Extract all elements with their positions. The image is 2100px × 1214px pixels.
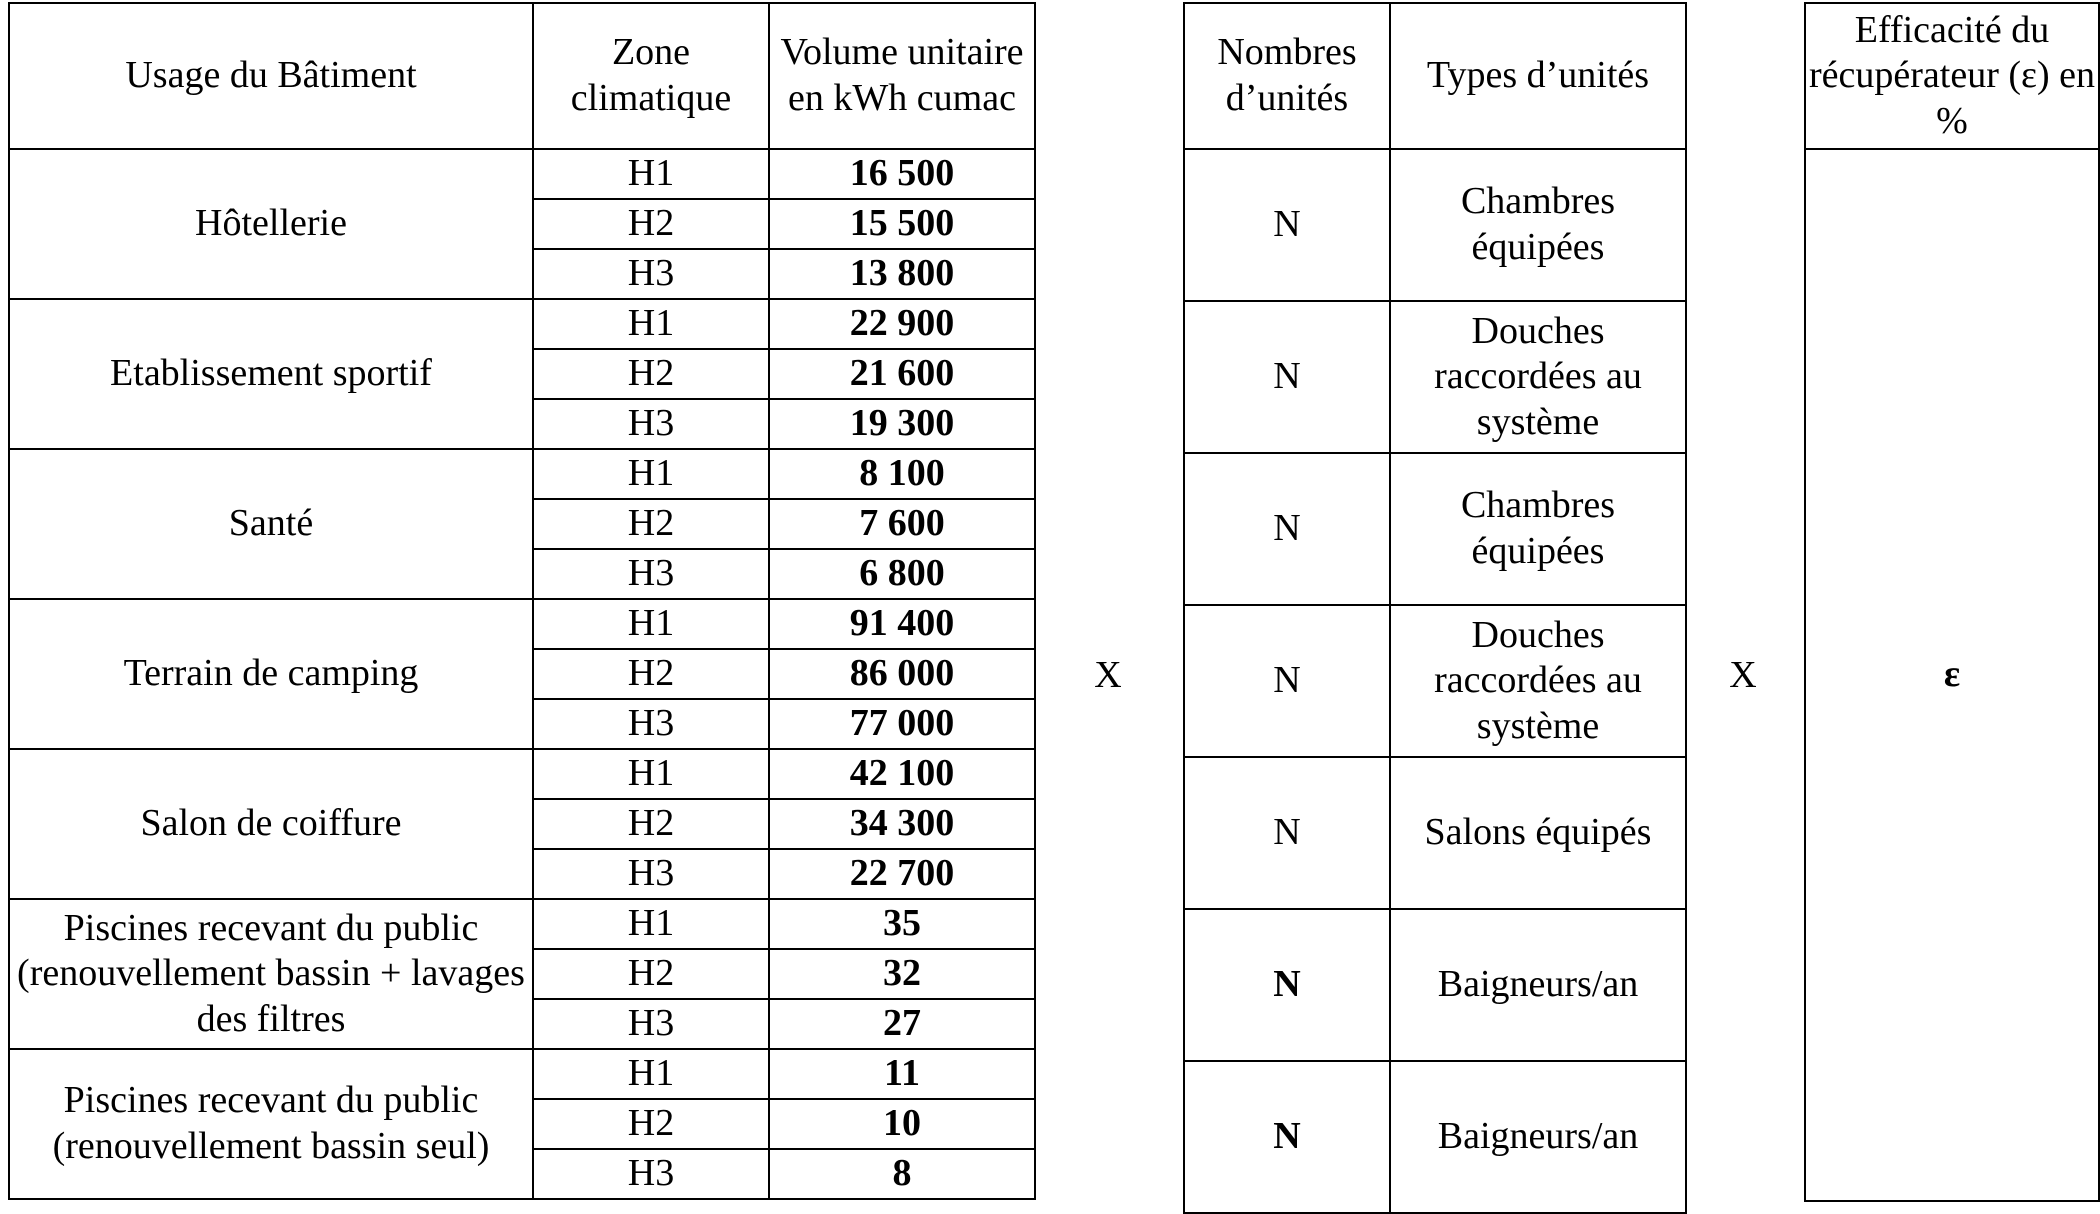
- volume-cell: 10: [769, 1099, 1035, 1149]
- units-table: [1183, 2, 1687, 1214]
- header-unit-count: Nombres d’unités: [1184, 3, 1390, 149]
- unit-type-cell: Chambres équipées: [1390, 149, 1686, 301]
- zone-cell: H3: [533, 249, 769, 299]
- volume-cell: 19 300: [769, 399, 1035, 449]
- zone-cell: H1: [533, 299, 769, 349]
- usage-cell: Piscines recevant du public (renouvellement bassin seul): [9, 1049, 533, 1199]
- zone-cell: H1: [533, 1049, 769, 1099]
- table-row: [9, 1049, 1035, 1099]
- header-zone: Zone climatique: [533, 3, 769, 149]
- zone-cell: H2: [533, 499, 769, 549]
- unit-count-cell: N: [1184, 149, 1390, 301]
- usage-cell: Terrain de camping: [9, 599, 533, 749]
- table-row: [1184, 301, 1686, 453]
- usage-cell: Piscines recevant du public (renouvellement bassin + lavages des filtres: [9, 899, 533, 1049]
- efficiency-value: ε: [1805, 149, 2099, 1201]
- multiply-operator-2: X: [1729, 654, 1757, 696]
- unit-count-cell: N: [1184, 757, 1390, 909]
- header-unit-type: Types d’unités: [1390, 3, 1686, 149]
- unit-type-cell: Baigneurs/an: [1390, 1061, 1686, 1213]
- unit-type-cell: Chambres équipées: [1390, 453, 1686, 605]
- volume-cell: 7 600: [769, 499, 1035, 549]
- unit-type-cell: Baigneurs/an: [1390, 909, 1686, 1061]
- volume-cell: 91 400: [769, 599, 1035, 649]
- header-efficiency: Efficacité du récupérateur (ε) en %: [1805, 3, 2099, 149]
- unit-count-cell: N: [1184, 301, 1390, 453]
- table-row: [9, 749, 1035, 799]
- table-row: [9, 449, 1035, 499]
- volume-cell: 42 100: [769, 749, 1035, 799]
- volume-cell: 34 300: [769, 799, 1035, 849]
- table-row: [1184, 757, 1686, 909]
- zone-cell: H2: [533, 349, 769, 399]
- volume-cell: 35: [769, 899, 1035, 949]
- header-usage: Usage du Bâtiment: [9, 3, 533, 149]
- volume-cell: 13 800: [769, 249, 1035, 299]
- zone-cell: H2: [533, 799, 769, 849]
- efficiency-table: [1804, 2, 2100, 1202]
- table-row: [1184, 909, 1686, 1061]
- unit-type-cell: Douches raccordées au système: [1390, 301, 1686, 453]
- efficiency-table-header-row: [1805, 3, 2099, 149]
- header-volume: Volume unitaire en kWh cumac: [769, 3, 1035, 149]
- zone-cell: H3: [533, 549, 769, 599]
- units-table-body: [1184, 149, 1686, 1213]
- table-row: [9, 899, 1035, 949]
- volume-table: [8, 2, 1036, 1200]
- volume-cell: 15 500: [769, 199, 1035, 249]
- table-row: [1184, 605, 1686, 757]
- zone-cell: H1: [533, 149, 769, 199]
- volume-table-body: [9, 149, 1035, 1199]
- unit-count-cell: N: [1184, 1061, 1390, 1213]
- volume-cell: 11: [769, 1049, 1035, 1099]
- table-row: [1184, 453, 1686, 605]
- table-row: [1184, 1061, 1686, 1213]
- volume-cell: 21 600: [769, 349, 1035, 399]
- volume-cell: 8: [769, 1149, 1035, 1199]
- usage-cell: Santé: [9, 449, 533, 599]
- usage-cell: Hôtellerie: [9, 149, 533, 299]
- table-row: [9, 599, 1035, 649]
- zone-cell: H1: [533, 599, 769, 649]
- zone-cell: H1: [533, 749, 769, 799]
- multiply-operator-1: X: [1094, 654, 1122, 696]
- zone-cell: H3: [533, 849, 769, 899]
- volume-cell: 22 900: [769, 299, 1035, 349]
- zone-cell: H2: [533, 199, 769, 249]
- volume-cell: 8 100: [769, 449, 1035, 499]
- usage-cell: Etablissement sportif: [9, 299, 533, 449]
- unit-count-cell: N: [1184, 453, 1390, 605]
- volume-table-header-row: [9, 3, 1035, 149]
- volume-cell: 16 500: [769, 149, 1035, 199]
- table-row: [9, 149, 1035, 199]
- efficiency-table-row: [1805, 149, 2099, 1201]
- unit-type-cell: Salons équipés: [1390, 757, 1686, 909]
- unit-count-cell: N: [1184, 909, 1390, 1061]
- zone-cell: H2: [533, 1099, 769, 1149]
- volume-cell: 6 800: [769, 549, 1035, 599]
- volume-cell: 32: [769, 949, 1035, 999]
- zone-cell: H3: [533, 999, 769, 1049]
- zone-cell: H1: [533, 449, 769, 499]
- zone-cell: H1: [533, 899, 769, 949]
- zone-cell: H3: [533, 1149, 769, 1199]
- volume-cell: 27: [769, 999, 1035, 1049]
- table-row: [1184, 149, 1686, 301]
- table-row: [9, 299, 1035, 349]
- zone-cell: H3: [533, 399, 769, 449]
- unit-count-cell: N: [1184, 605, 1390, 757]
- volume-cell: 77 000: [769, 699, 1035, 749]
- units-table-header-row: [1184, 3, 1686, 149]
- volume-cell: 86 000: [769, 649, 1035, 699]
- zone-cell: H2: [533, 649, 769, 699]
- volume-cell: 22 700: [769, 849, 1035, 899]
- zone-cell: H3: [533, 699, 769, 749]
- usage-cell: Salon de coiffure: [9, 749, 533, 899]
- unit-type-cell: Douches raccordées au système: [1390, 605, 1686, 757]
- zone-cell: H2: [533, 949, 769, 999]
